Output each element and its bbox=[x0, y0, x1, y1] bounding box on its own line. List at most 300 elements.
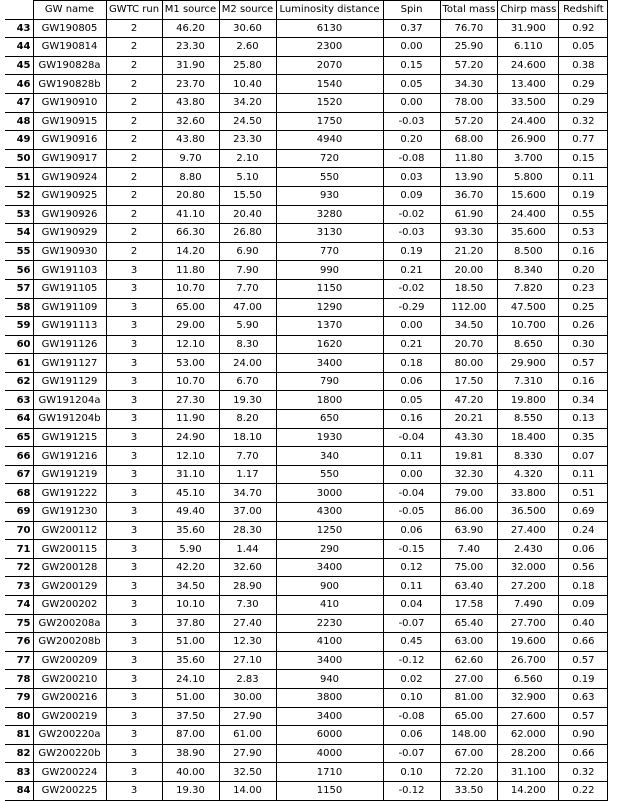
table-row bbox=[5, 335, 608, 354]
redshift-cell: 0.20 bbox=[559, 261, 608, 280]
spin-cell: 0.03 bbox=[383, 168, 440, 187]
row-index-cell: 57 bbox=[5, 279, 33, 298]
table-row bbox=[5, 56, 608, 75]
luminosity-distance-cell: 6000 bbox=[276, 726, 383, 745]
gw-name-cell: GW200210 bbox=[33, 670, 106, 689]
gwtc-run-cell: 3 bbox=[106, 596, 162, 615]
m1-source-cell: 45.10 bbox=[162, 484, 219, 503]
chirp-mass-cell: 6.110 bbox=[498, 38, 559, 57]
gwtc-run-cell: 2 bbox=[106, 186, 162, 205]
m1-source-cell: 14.20 bbox=[162, 242, 219, 261]
chirp-mass-cell: 32.900 bbox=[498, 688, 559, 707]
table-row bbox=[5, 465, 608, 484]
table-row bbox=[5, 596, 608, 615]
table-row bbox=[5, 186, 608, 205]
total-mass-cell: 65.00 bbox=[440, 707, 498, 726]
total-mass-cell: 61.90 bbox=[440, 205, 498, 224]
luminosity-distance-cell: 1540 bbox=[276, 75, 383, 94]
luminosity-distance-cell: 2070 bbox=[276, 56, 383, 75]
luminosity-distance-cell: 1620 bbox=[276, 335, 383, 354]
header-total-mass: Total mass bbox=[440, 1, 498, 20]
spin-cell: -0.03 bbox=[383, 112, 440, 131]
table-row bbox=[5, 391, 608, 410]
chirp-mass-cell: 47.500 bbox=[498, 298, 559, 317]
row-index-cell: 55 bbox=[5, 242, 33, 261]
m1-source-cell: 51.00 bbox=[162, 688, 219, 707]
header-m1-source: M1 source bbox=[162, 1, 219, 20]
gwtc-run-cell: 2 bbox=[106, 75, 162, 94]
total-mass-cell: 20.21 bbox=[440, 410, 498, 429]
luminosity-distance-cell: 990 bbox=[276, 261, 383, 280]
gwtc-run-cell: 2 bbox=[106, 56, 162, 75]
m1-source-cell: 42.20 bbox=[162, 558, 219, 577]
gwtc-run-cell: 3 bbox=[106, 354, 162, 373]
chirp-mass-cell: 10.700 bbox=[498, 317, 559, 336]
total-mass-cell: 75.00 bbox=[440, 558, 498, 577]
spin-cell: 0.00 bbox=[383, 38, 440, 57]
luminosity-distance-cell: 1290 bbox=[276, 298, 383, 317]
gw-name-cell: GW200219 bbox=[33, 707, 106, 726]
row-index-cell: 69 bbox=[5, 503, 33, 522]
row-index-cell: 56 bbox=[5, 261, 33, 280]
table-row bbox=[5, 149, 608, 168]
table-row bbox=[5, 781, 608, 800]
redshift-cell: 0.77 bbox=[559, 131, 608, 150]
luminosity-distance-cell: 3280 bbox=[276, 205, 383, 224]
gwtc-run-cell: 2 bbox=[106, 93, 162, 112]
gwtc-run-cell: 3 bbox=[106, 261, 162, 280]
luminosity-distance-cell: 6130 bbox=[276, 19, 383, 38]
gwtc-run-cell: 3 bbox=[106, 577, 162, 596]
gwtc-run-cell: 3 bbox=[106, 503, 162, 522]
gw-name-cell: GW190915 bbox=[33, 112, 106, 131]
gwtc-run-cell: 2 bbox=[106, 131, 162, 150]
gwtc-run-cell: 3 bbox=[106, 372, 162, 391]
total-mass-cell: 17.50 bbox=[440, 372, 498, 391]
luminosity-distance-cell: 3000 bbox=[276, 484, 383, 503]
redshift-cell: 0.57 bbox=[559, 707, 608, 726]
gw-name-cell: GW190925 bbox=[33, 186, 106, 205]
m1-source-cell: 32.60 bbox=[162, 112, 219, 131]
gwtc-run-cell: 2 bbox=[106, 168, 162, 187]
redshift-cell: 0.63 bbox=[559, 688, 608, 707]
luminosity-distance-cell: 940 bbox=[276, 670, 383, 689]
redshift-cell: 0.26 bbox=[559, 317, 608, 336]
luminosity-distance-cell: 1150 bbox=[276, 781, 383, 800]
chirp-mass-cell: 7.820 bbox=[498, 279, 559, 298]
table-row bbox=[5, 428, 608, 447]
chirp-mass-cell: 33.800 bbox=[498, 484, 559, 503]
gw-name-cell: GW200216 bbox=[33, 688, 106, 707]
gw-name-cell: GW191103 bbox=[33, 261, 106, 280]
row-index-cell: 72 bbox=[5, 558, 33, 577]
luminosity-distance-cell: 1520 bbox=[276, 93, 383, 112]
m1-source-cell: 11.80 bbox=[162, 261, 219, 280]
chirp-mass-cell: 5.800 bbox=[498, 168, 559, 187]
chirp-mass-cell: 26.900 bbox=[498, 131, 559, 150]
m1-source-cell: 38.90 bbox=[162, 744, 219, 763]
m1-source-cell: 19.30 bbox=[162, 781, 219, 800]
luminosity-distance-cell: 410 bbox=[276, 596, 383, 615]
spin-cell: 0.15 bbox=[383, 56, 440, 75]
m1-source-cell: 65.00 bbox=[162, 298, 219, 317]
spin-cell: 0.00 bbox=[383, 93, 440, 112]
m1-source-cell: 40.00 bbox=[162, 763, 219, 782]
table-row bbox=[5, 726, 608, 745]
gwtc-run-cell: 3 bbox=[106, 763, 162, 782]
spin-cell: 0.10 bbox=[383, 763, 440, 782]
redshift-cell: 0.05 bbox=[559, 38, 608, 57]
gw-name-cell: GW190929 bbox=[33, 224, 106, 243]
chirp-mass-cell: 27.400 bbox=[498, 521, 559, 540]
m2-source-cell: 27.40 bbox=[219, 614, 276, 633]
redshift-cell: 0.18 bbox=[559, 577, 608, 596]
gw-name-cell: GW191204a bbox=[33, 391, 106, 410]
m1-source-cell: 23.30 bbox=[162, 38, 219, 57]
luminosity-distance-cell: 4000 bbox=[276, 744, 383, 763]
gw-name-cell: GW190805 bbox=[33, 19, 106, 38]
m1-source-cell: 9.70 bbox=[162, 149, 219, 168]
row-index-cell: 84 bbox=[5, 781, 33, 800]
table-row bbox=[5, 242, 608, 261]
header-index bbox=[5, 1, 33, 20]
table-row bbox=[5, 707, 608, 726]
table-row bbox=[5, 131, 608, 150]
m2-source-cell: 32.60 bbox=[219, 558, 276, 577]
row-index-cell: 54 bbox=[5, 224, 33, 243]
table-row bbox=[5, 521, 608, 540]
chirp-mass-cell: 24.600 bbox=[498, 56, 559, 75]
gw-name-cell: GW191204b bbox=[33, 410, 106, 429]
m2-source-cell: 1.44 bbox=[219, 540, 276, 559]
m2-source-cell: 30.60 bbox=[219, 19, 276, 38]
m1-source-cell: 8.80 bbox=[162, 168, 219, 187]
m1-source-cell: 41.10 bbox=[162, 205, 219, 224]
gw-name-cell: GW200208a bbox=[33, 614, 106, 633]
total-mass-cell: 63.00 bbox=[440, 633, 498, 652]
gw-name-cell: GW191113 bbox=[33, 317, 106, 336]
redshift-cell: 0.90 bbox=[559, 726, 608, 745]
row-index-cell: 70 bbox=[5, 521, 33, 540]
table-row bbox=[5, 298, 608, 317]
gwtc-run-cell: 3 bbox=[106, 335, 162, 354]
luminosity-distance-cell: 4940 bbox=[276, 131, 383, 150]
gwtc-run-cell: 3 bbox=[106, 317, 162, 336]
header-luminosity-distance: Luminosity distance bbox=[276, 1, 383, 20]
row-index-cell: 83 bbox=[5, 763, 33, 782]
row-index-cell: 43 bbox=[5, 19, 33, 38]
total-mass-cell: 148.00 bbox=[440, 726, 498, 745]
gw-name-cell: GW200208b bbox=[33, 633, 106, 652]
table-row bbox=[5, 670, 608, 689]
luminosity-distance-cell: 4300 bbox=[276, 503, 383, 522]
luminosity-distance-cell: 900 bbox=[276, 577, 383, 596]
gw-events-table bbox=[5, 0, 608, 801]
spin-cell: -0.07 bbox=[383, 744, 440, 763]
m1-source-cell: 66.30 bbox=[162, 224, 219, 243]
m1-source-cell: 37.80 bbox=[162, 614, 219, 633]
chirp-mass-cell: 7.310 bbox=[498, 372, 559, 391]
m2-source-cell: 28.90 bbox=[219, 577, 276, 596]
chirp-mass-cell: 18.400 bbox=[498, 428, 559, 447]
spin-cell: -0.04 bbox=[383, 484, 440, 503]
gw-name-cell: GW200112 bbox=[33, 521, 106, 540]
gw-name-cell: GW191222 bbox=[33, 484, 106, 503]
chirp-mass-cell: 36.500 bbox=[498, 503, 559, 522]
gwtc-run-cell: 2 bbox=[106, 112, 162, 131]
luminosity-distance-cell: 1710 bbox=[276, 763, 383, 782]
m2-source-cell: 19.30 bbox=[219, 391, 276, 410]
row-index-cell: 81 bbox=[5, 726, 33, 745]
spin-cell: 0.21 bbox=[383, 335, 440, 354]
total-mass-cell: 21.20 bbox=[440, 242, 498, 261]
spin-cell: 0.21 bbox=[383, 261, 440, 280]
total-mass-cell: 76.70 bbox=[440, 19, 498, 38]
gwtc-run-cell: 3 bbox=[106, 540, 162, 559]
total-mass-cell: 36.70 bbox=[440, 186, 498, 205]
spin-cell: 0.19 bbox=[383, 242, 440, 261]
table-row bbox=[5, 410, 608, 429]
luminosity-distance-cell: 1370 bbox=[276, 317, 383, 336]
redshift-cell: 0.16 bbox=[559, 372, 608, 391]
luminosity-distance-cell: 3800 bbox=[276, 688, 383, 707]
row-index-cell: 60 bbox=[5, 335, 33, 354]
row-index-cell: 49 bbox=[5, 131, 33, 150]
m1-source-cell: 37.50 bbox=[162, 707, 219, 726]
luminosity-distance-cell: 290 bbox=[276, 540, 383, 559]
header-gwtc-run: GWTC run bbox=[106, 1, 162, 20]
table-row bbox=[5, 503, 608, 522]
row-index-cell: 52 bbox=[5, 186, 33, 205]
row-index-cell: 71 bbox=[5, 540, 33, 559]
m2-source-cell: 7.70 bbox=[219, 447, 276, 466]
m2-source-cell: 8.30 bbox=[219, 335, 276, 354]
m1-source-cell: 24.10 bbox=[162, 670, 219, 689]
spin-cell: 0.37 bbox=[383, 19, 440, 38]
gwtc-run-cell: 3 bbox=[106, 391, 162, 410]
gwtc-run-cell: 3 bbox=[106, 614, 162, 633]
row-index-cell: 78 bbox=[5, 670, 33, 689]
redshift-cell: 0.13 bbox=[559, 410, 608, 429]
redshift-cell: 0.66 bbox=[559, 633, 608, 652]
gwtc-run-cell: 3 bbox=[106, 484, 162, 503]
gwtc-run-cell: 3 bbox=[106, 447, 162, 466]
gwtc-run-cell: 3 bbox=[106, 410, 162, 429]
m2-source-cell: 18.10 bbox=[219, 428, 276, 447]
table-row bbox=[5, 688, 608, 707]
luminosity-distance-cell: 340 bbox=[276, 447, 383, 466]
luminosity-distance-cell: 3400 bbox=[276, 707, 383, 726]
chirp-mass-cell: 2.430 bbox=[498, 540, 559, 559]
m2-source-cell: 6.70 bbox=[219, 372, 276, 391]
m1-source-cell: 31.10 bbox=[162, 465, 219, 484]
redshift-cell: 0.25 bbox=[559, 298, 608, 317]
spin-cell: 0.18 bbox=[383, 354, 440, 373]
total-mass-cell: 13.90 bbox=[440, 168, 498, 187]
redshift-cell: 0.57 bbox=[559, 354, 608, 373]
row-index-cell: 82 bbox=[5, 744, 33, 763]
m2-source-cell: 27.90 bbox=[219, 707, 276, 726]
luminosity-distance-cell: 3400 bbox=[276, 354, 383, 373]
header-chirp-mass: Chirp mass bbox=[498, 1, 559, 20]
redshift-cell: 0.19 bbox=[559, 186, 608, 205]
total-mass-cell: 81.00 bbox=[440, 688, 498, 707]
m1-source-cell: 43.80 bbox=[162, 93, 219, 112]
chirp-mass-cell: 31.100 bbox=[498, 763, 559, 782]
gwtc-run-cell: 2 bbox=[106, 38, 162, 57]
luminosity-distance-cell: 1250 bbox=[276, 521, 383, 540]
redshift-cell: 0.32 bbox=[559, 112, 608, 131]
table-row bbox=[5, 540, 608, 559]
row-index-cell: 73 bbox=[5, 577, 33, 596]
gwtc-run-cell: 3 bbox=[106, 298, 162, 317]
chirp-mass-cell: 27.200 bbox=[498, 577, 559, 596]
table-row bbox=[5, 558, 608, 577]
redshift-cell: 0.57 bbox=[559, 651, 608, 670]
spin-cell: 0.11 bbox=[383, 447, 440, 466]
spin-cell: 0.11 bbox=[383, 577, 440, 596]
gwtc-run-cell: 3 bbox=[106, 688, 162, 707]
spin-cell: 0.05 bbox=[383, 75, 440, 94]
redshift-cell: 0.55 bbox=[559, 205, 608, 224]
row-index-cell: 68 bbox=[5, 484, 33, 503]
gw-name-cell: GW191215 bbox=[33, 428, 106, 447]
gwtc-run-cell: 3 bbox=[106, 558, 162, 577]
chirp-mass-cell: 26.700 bbox=[498, 651, 559, 670]
row-index-cell: 51 bbox=[5, 168, 33, 187]
redshift-cell: 0.23 bbox=[559, 279, 608, 298]
m2-source-cell: 2.10 bbox=[219, 149, 276, 168]
m2-source-cell: 25.80 bbox=[219, 56, 276, 75]
gwtc-run-cell: 2 bbox=[106, 149, 162, 168]
total-mass-cell: 80.00 bbox=[440, 354, 498, 373]
table-row bbox=[5, 372, 608, 391]
spin-cell: -0.08 bbox=[383, 149, 440, 168]
m1-source-cell: 10.70 bbox=[162, 279, 219, 298]
row-index-cell: 61 bbox=[5, 354, 33, 373]
redshift-cell: 0.07 bbox=[559, 447, 608, 466]
m2-source-cell: 47.00 bbox=[219, 298, 276, 317]
spin-cell: -0.29 bbox=[383, 298, 440, 317]
m2-source-cell: 27.10 bbox=[219, 651, 276, 670]
m2-source-cell: 32.50 bbox=[219, 763, 276, 782]
m1-source-cell: 12.10 bbox=[162, 447, 219, 466]
table-body bbox=[5, 19, 608, 800]
header-spin: Spin bbox=[383, 1, 440, 20]
chirp-mass-cell: 19.800 bbox=[498, 391, 559, 410]
chirp-mass-cell: 31.900 bbox=[498, 19, 559, 38]
redshift-cell: 0.35 bbox=[559, 428, 608, 447]
luminosity-distance-cell: 770 bbox=[276, 242, 383, 261]
row-index-cell: 64 bbox=[5, 410, 33, 429]
m1-source-cell: 35.60 bbox=[162, 651, 219, 670]
m1-source-cell: 35.60 bbox=[162, 521, 219, 540]
spin-cell: -0.12 bbox=[383, 781, 440, 800]
m2-source-cell: 8.20 bbox=[219, 410, 276, 429]
m1-source-cell: 10.10 bbox=[162, 596, 219, 615]
chirp-mass-cell: 19.600 bbox=[498, 633, 559, 652]
row-index-cell: 45 bbox=[5, 56, 33, 75]
total-mass-cell: 47.20 bbox=[440, 391, 498, 410]
gwtc-run-cell: 3 bbox=[106, 670, 162, 689]
m1-source-cell: 34.50 bbox=[162, 577, 219, 596]
luminosity-distance-cell: 1930 bbox=[276, 428, 383, 447]
m2-source-cell: 30.00 bbox=[219, 688, 276, 707]
luminosity-distance-cell: 2230 bbox=[276, 614, 383, 633]
m2-source-cell: 1.17 bbox=[219, 465, 276, 484]
m1-source-cell: 31.90 bbox=[162, 56, 219, 75]
row-index-cell: 44 bbox=[5, 38, 33, 57]
redshift-cell: 0.53 bbox=[559, 224, 608, 243]
total-mass-cell: 17.58 bbox=[440, 596, 498, 615]
chirp-mass-cell: 13.400 bbox=[498, 75, 559, 94]
chirp-mass-cell: 32.000 bbox=[498, 558, 559, 577]
m2-source-cell: 61.00 bbox=[219, 726, 276, 745]
m2-source-cell: 2.60 bbox=[219, 38, 276, 57]
row-index-cell: 53 bbox=[5, 205, 33, 224]
chirp-mass-cell: 24.400 bbox=[498, 205, 559, 224]
gwtc-run-cell: 2 bbox=[106, 224, 162, 243]
total-mass-cell: 20.70 bbox=[440, 335, 498, 354]
gw-name-cell: GW191219 bbox=[33, 465, 106, 484]
m1-source-cell: 20.80 bbox=[162, 186, 219, 205]
total-mass-cell: 19.81 bbox=[440, 447, 498, 466]
spin-cell: 0.00 bbox=[383, 465, 440, 484]
spin-cell: -0.07 bbox=[383, 614, 440, 633]
chirp-mass-cell: 7.490 bbox=[498, 596, 559, 615]
chirp-mass-cell: 6.560 bbox=[498, 670, 559, 689]
row-index-cell: 50 bbox=[5, 149, 33, 168]
m2-source-cell: 20.40 bbox=[219, 205, 276, 224]
chirp-mass-cell: 27.700 bbox=[498, 614, 559, 633]
m1-source-cell: 12.10 bbox=[162, 335, 219, 354]
redshift-cell: 0.30 bbox=[559, 335, 608, 354]
m2-source-cell: 27.90 bbox=[219, 744, 276, 763]
chirp-mass-cell: 62.000 bbox=[498, 726, 559, 745]
chirp-mass-cell: 33.500 bbox=[498, 93, 559, 112]
table-row bbox=[5, 763, 608, 782]
header-m2-source: M2 source bbox=[219, 1, 276, 20]
redshift-cell: 0.40 bbox=[559, 614, 608, 633]
m2-source-cell: 37.00 bbox=[219, 503, 276, 522]
gw-name-cell: GW200202 bbox=[33, 596, 106, 615]
gw-name-cell: GW191216 bbox=[33, 447, 106, 466]
spin-cell: 0.09 bbox=[383, 186, 440, 205]
total-mass-cell: 18.50 bbox=[440, 279, 498, 298]
spin-cell: 0.10 bbox=[383, 688, 440, 707]
table-row bbox=[5, 577, 608, 596]
spin-cell: 0.20 bbox=[383, 131, 440, 150]
m1-source-cell: 27.30 bbox=[162, 391, 219, 410]
luminosity-distance-cell: 2300 bbox=[276, 38, 383, 57]
table-row bbox=[5, 205, 608, 224]
total-mass-cell: 20.00 bbox=[440, 261, 498, 280]
luminosity-distance-cell: 1800 bbox=[276, 391, 383, 410]
spin-cell: 0.16 bbox=[383, 410, 440, 429]
m2-source-cell: 6.90 bbox=[219, 242, 276, 261]
gw-name-cell: GW190930 bbox=[33, 242, 106, 261]
redshift-cell: 0.19 bbox=[559, 670, 608, 689]
total-mass-cell: 11.80 bbox=[440, 149, 498, 168]
table-row bbox=[5, 614, 608, 633]
chirp-mass-cell: 27.600 bbox=[498, 707, 559, 726]
chirp-mass-cell: 3.700 bbox=[498, 149, 559, 168]
m2-source-cell: 5.10 bbox=[219, 168, 276, 187]
chirp-mass-cell: 8.550 bbox=[498, 410, 559, 429]
redshift-cell: 0.11 bbox=[559, 168, 608, 187]
redshift-cell: 0.38 bbox=[559, 56, 608, 75]
row-index-cell: 58 bbox=[5, 298, 33, 317]
